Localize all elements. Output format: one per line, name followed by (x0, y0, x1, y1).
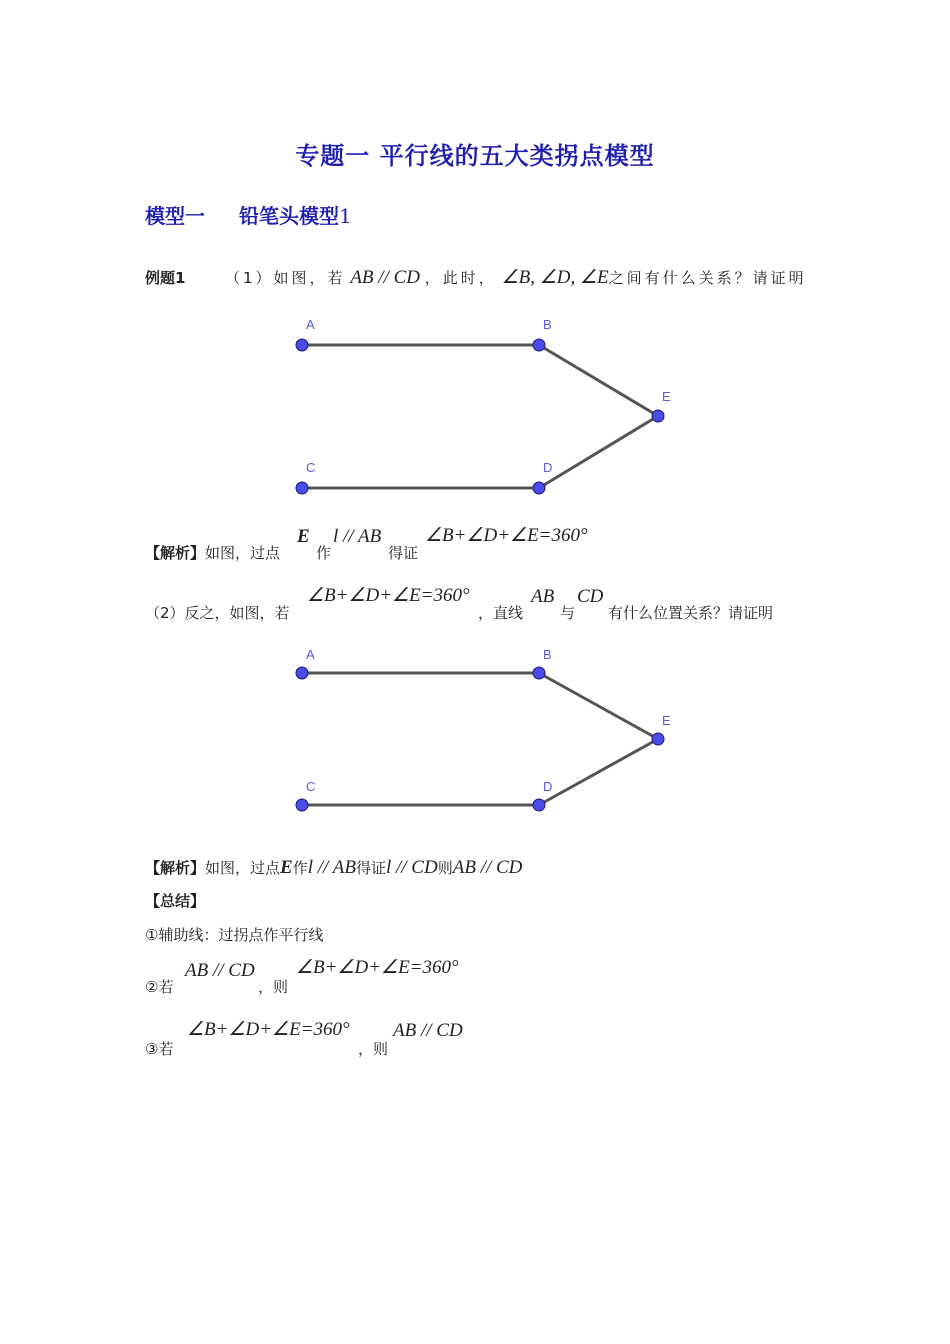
analysis-1-point: E (297, 526, 310, 547)
segment-ed (539, 416, 658, 488)
analysis-2-zuo: 作 (292, 859, 308, 877)
analysis-2-line2: l // CD (385, 857, 438, 878)
q2-with: 与 (560, 604, 576, 622)
example-question-1 (145, 266, 807, 289)
section-label: 模型一 (145, 204, 205, 228)
analysis-tag: 【解析】 (145, 544, 206, 562)
summary-item-1: ①辅助线：过拐点作平行线 (145, 926, 324, 944)
label-b: B (543, 317, 552, 332)
q2-ab: AB (531, 586, 555, 607)
section-heading (145, 200, 352, 229)
analysis-2-part1: 如图，过点 (205, 859, 281, 877)
analysis-2-line: l // AB (307, 857, 356, 878)
figure-pencil-head-2 (280, 640, 700, 840)
q2-prefix: （2）反之，如图，若 (145, 604, 290, 622)
section-name: 铅笔头模型 (239, 204, 339, 228)
point-e (652, 410, 664, 422)
point-b (533, 667, 545, 679)
analysis-2-point: E (280, 857, 293, 878)
summary-item-3-prefix: ③若 (145, 1040, 174, 1058)
point-c (296, 799, 308, 811)
page-title: 专题一 平行线的五大类拐点模型 (295, 142, 655, 170)
q2-cd: CD (577, 586, 604, 607)
point-d (533, 799, 545, 811)
q2-suffix: 有什么位置关系？请证明 (608, 604, 774, 622)
label-b: B (543, 647, 552, 662)
label-c: C (306, 779, 316, 794)
segment-be (539, 345, 658, 416)
point-e (652, 733, 664, 745)
analysis-1-result: ∠B+∠D+∠E=360° (425, 525, 588, 546)
label-c: C (306, 460, 316, 475)
analysis-1-dezheng: 得证 (388, 544, 419, 562)
point-d (533, 482, 545, 494)
analysis-2-text (145, 857, 522, 879)
q1-math-parallel: AB // CD (350, 267, 420, 288)
summary-item-3-cond: ∠B+∠D+∠E=360° (187, 1019, 350, 1040)
q1-prefix: （1）如图，若 (225, 269, 346, 287)
q1-suffix: 之间有什么关系？请证明 (608, 269, 807, 287)
q2-mid: ，直线 (478, 604, 524, 622)
label-e: E (662, 389, 671, 404)
label-d: D (543, 779, 553, 794)
analysis-2-result: AB // CD (452, 857, 523, 878)
analysis-tag: 【解析】 (145, 859, 206, 877)
figure-pencil-head-1 (280, 310, 700, 510)
analysis-1-zuo: 作 (316, 544, 332, 562)
point-a (296, 339, 308, 351)
summary-item-2-mid: ，则 (258, 978, 289, 996)
summary-item-2-result: ∠B+∠D+∠E=360° (296, 957, 459, 978)
analysis-1-line: l // AB (333, 526, 382, 547)
analysis-1-text (145, 542, 280, 563)
summary-item-2-prefix: ②若 (145, 978, 174, 996)
label-a: A (306, 647, 315, 662)
q1-math-angles: ∠B, ∠D, ∠E (501, 267, 609, 288)
summary-tag: 【总结】 (145, 892, 206, 910)
analysis-2-ze: 则 (437, 859, 453, 877)
label-d: D (543, 460, 553, 475)
analysis-1-part1: 如图，过点 (205, 544, 281, 562)
summary-item-3-mid: ，则 (358, 1040, 389, 1058)
point-b (533, 339, 545, 351)
summary-item-3-result: AB // CD (393, 1020, 463, 1041)
point-c (296, 482, 308, 494)
summary-item-2-cond: AB // CD (185, 960, 255, 981)
segment-be (539, 673, 658, 739)
analysis-2-dezheng: 得证 (355, 859, 386, 877)
example-label: 例题1 (145, 269, 186, 287)
segment-ed (539, 739, 658, 805)
q2-condition: ∠B+∠D+∠E=360° (307, 585, 470, 606)
label-a: A (306, 317, 315, 332)
q1-mid: ，此时， (424, 269, 497, 287)
label-e: E (662, 713, 671, 728)
point-a (296, 667, 308, 679)
section-number: 1 (339, 204, 352, 228)
